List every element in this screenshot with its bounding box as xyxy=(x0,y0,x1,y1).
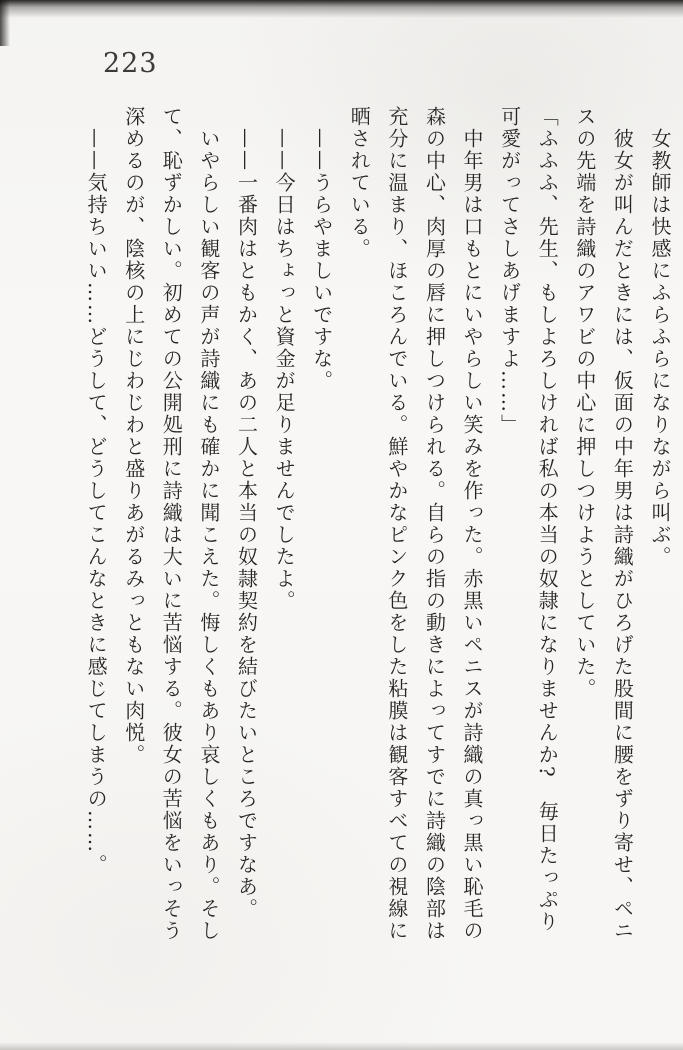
text-column: て、恥ずかしい。初めての公開処刑に詩織は大いに苦悩する。彼女の苦悩をいっそう xyxy=(159,106,184,942)
text-column: ——気持ちいい……どうして、どうしてこんなときに感じてしまうの……。 xyxy=(84,128,109,876)
scan-edge-top xyxy=(0,0,683,18)
text-column: スの先端を詩織のアワビの中心に押しつけようとしていた。 xyxy=(572,106,597,700)
text-column: ——今日はちょっと資金が足りませんでしたよ。 xyxy=(272,128,297,612)
text-column: ——うらやましいですな。 xyxy=(309,128,334,392)
text-column: 中年男は口もとにいやらしい笑みを作った。赤黒いペニスが詩織の真っ黒い恥毛の xyxy=(460,128,485,942)
text-column: 「ふふふ、先生、もしよろしければ私の本当の奴隷になりませんか? 毎日たっぷり xyxy=(535,106,560,933)
text-column: 深めるのが、陰核の上にじわじわと盛りあがるみっともない肉悦。 xyxy=(121,106,146,766)
scan-edge-bottom xyxy=(0,1042,683,1050)
text-column: いやらしい観客の声が詩織にも確かに聞こえた。悔しくもあり哀しくもあり。そし xyxy=(196,128,221,942)
scan-edge-top-left xyxy=(0,0,10,46)
page-number: 223 xyxy=(103,48,158,79)
vertical-text-block xyxy=(77,106,679,948)
text-column: 女教師は快感にふらふらになりながら叫ぶ。 xyxy=(648,128,672,568)
text-column: 可愛がってさしあげますよ……」 xyxy=(497,106,522,436)
text-column: 充分に温まり、ほころんでいる。鮮やかなピンク色をした粘膜は観客すべての視線に xyxy=(384,106,409,942)
text-column: 彼女が叫んだときには、仮面の中年男は詩織がひろげた股間に腰をずり寄せ、ペニ xyxy=(610,128,635,942)
text-column: ——一番肉はともかく、あの二人と本当の奴隷契約を結びたいところですなあ。 xyxy=(234,128,259,920)
text-column: 晒されている。 xyxy=(347,106,372,260)
text-column: 森の中心、肉厚の唇に押しつけられる。自らの指の動きによってすでに詩織の陰部は xyxy=(422,106,447,942)
